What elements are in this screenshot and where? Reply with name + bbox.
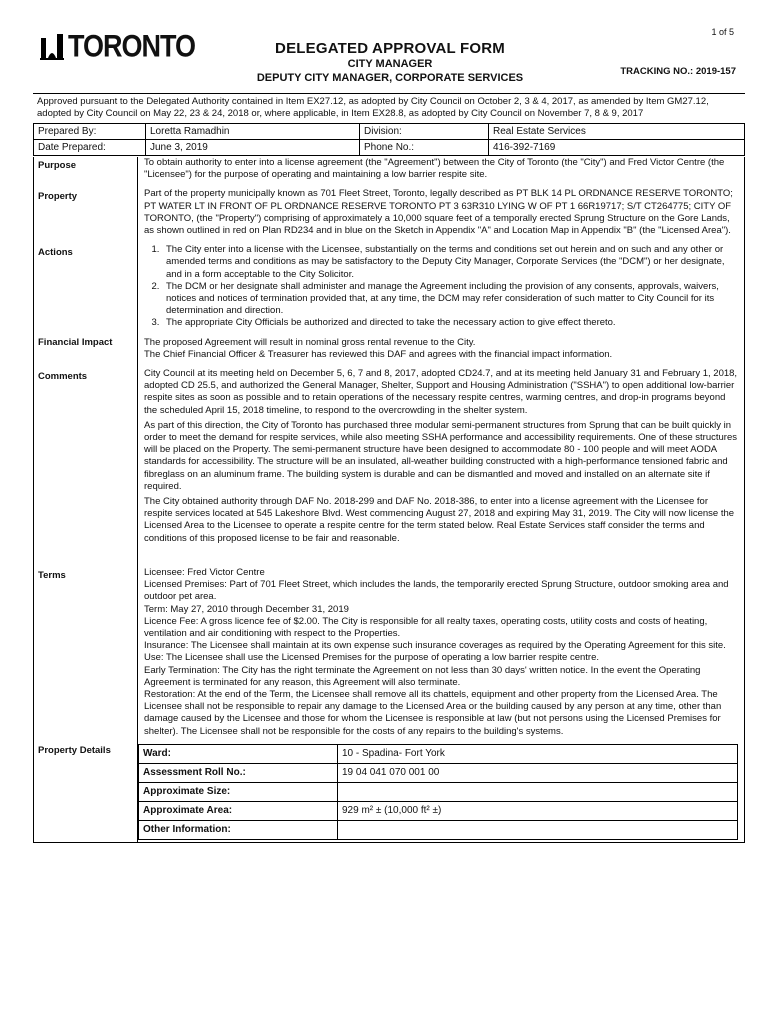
tracking-number: TRACKING NO.: 2019-157 (620, 66, 736, 77)
comments-paragraph: The City obtained authority through DAF No. 2018-299 and DAF No. 2018-386, to enter into a license agreement with the Licensee for respite services located at 545 Lakeshore Blvd. West commencing August 27, 2018 and expiring May 31, 2019. The City will now license the Licensed Area to the Licensee to operate a respite centre for the term stated below. Real Estate Services staff consider the terms and conditions of this proposed license to be fair and reasonable. (144, 496, 735, 544)
division-value: Real Estate Services (489, 124, 745, 140)
purpose-row (33, 157, 745, 188)
size-label: Approximate Size: (139, 782, 338, 801)
date-value: June 3, 2019 (146, 140, 360, 156)
date-label: Date Prepared: (34, 140, 146, 156)
subtitle-deputy: DEPUTY CITY MANAGER, CORPORATE SERVICES (256, 72, 524, 84)
page-number: 1 of 5 (711, 27, 734, 37)
property-label: Property (38, 191, 78, 203)
property-row (33, 188, 745, 244)
financial-row (33, 334, 745, 368)
comments-row (33, 368, 745, 552)
form-title: DELEGATED APPROVAL FORM (275, 40, 505, 57)
terms-line: Licence Fee: A gross licence fee of $2.00. The City is responsible for all realty taxes, operating costs, utility costs and costs of heating, ventilation and air conditioning with respect to the Properties. (144, 615, 708, 639)
other-info-label: Other Information: (139, 820, 338, 839)
financial-text-1: The proposed Agreement will result in nominal gross rental revenue to the City. (144, 336, 476, 348)
logo-text: TORONTO (68, 28, 196, 64)
info-table (33, 123, 745, 156)
financial-label: Financial Impact (38, 336, 113, 348)
area-value: 929 m² ± (10,000 ft² ±) (338, 801, 738, 820)
ward-label: Ward: (139, 744, 338, 763)
terms-line: Use: The Licensee shall use the Licensed Premises for the purpose of operating a low barrier respite centre. (144, 652, 600, 664)
area-label: Approximate Area: (139, 801, 338, 820)
terms-row (33, 552, 745, 742)
details-label: Property Details (38, 744, 111, 756)
terms-line: Licensee: Fred Victor Centre (144, 566, 265, 578)
purpose-text: To obtain authority to enter into a license agreement (the "Agreement") between the City of Toronto (the "City") and Fred Victor Centre (the "Licensee") for the purpose of operating and maintaining a low barrier respite site. (144, 157, 725, 181)
action-item: 3. The appropriate City Officials be authorized and directed to take the necessary action to give effect thereto. (162, 317, 738, 329)
ward-value: 10 - Spadina- Fort York (338, 744, 738, 763)
prepared-by-value: Loretta Ramadhin (146, 124, 360, 140)
financial-text-2: The Chief Financial Officer & Treasurer has reviewed this DAF and agrees with the financial impact information. (144, 348, 613, 360)
prepared-by-label: Prepared By: (34, 124, 146, 140)
details-row (33, 742, 745, 843)
purpose-label: Purpose (38, 160, 77, 171)
terms-line: Restoration: At the end of the Term, the Licensee shall remove all its chattels, equipment and other property from the Licensed Area. The Licensee shall not be responsible to repair any damage to the Licensed Area or the building caused by any person at any time, other than damage caused by the Licensee and those for whom the Licensee is responsible at law (but not persons using the Licensed Premises for shelter). The Licensee shall not be responsible for the costs of any repairs to the building's systems. (144, 688, 722, 737)
form-body (33, 157, 745, 843)
authority-text: Approved pursuant to the Delegated Authority contained in Item EX27.12, as adopted by City Council on October 2, 3 & 4, 2017, as amended by Item GM27.12, adopted by City Council on May 22, 23 & 24, 2018 or, where applicable, in Item EX28.8, as adopted by City Council on November 7, 8 & 9, 2017 (37, 96, 709, 119)
form-header (200, 40, 580, 85)
other-info-value (338, 820, 738, 839)
property-details-table (138, 744, 738, 840)
comments-paragraph: As part of this direction, the City of Toronto has purchased three modular semi-permanent structures from Sprung that can be built quickly in order to meet the demand for respite services, while also meeting SSHA performance and accessibility requirements. One of these structures will be placed on the Property. The semi-permanent structure have been designed to accommodate 80 - 100 people and will meet AODA standards for accessibility. The structure will be an insulated, all-weather building constructed with a high-performance tensioned fabric and fibreglass on an aluminum frame. The building system is durable and can be dismantled and moved and installed on an alternate site if required. (144, 419, 737, 492)
terms-line: Licensed Premises: Part of 701 Fleet Street, which includes the lands, the temporarily erected Sprung Structure, outdoor smoking area and outdoor pet area. (144, 579, 729, 603)
division-label: Division: (360, 124, 489, 140)
size-value (338, 782, 738, 801)
action-item: 1. The City enter into a license with the Licensee, substantially on the terms and conditions set out herein and on such and any other or amended terms and conditions as may be satisfactory to the Deputy City Manager, Corporate Services (the "DCM") or her designate, and in a form acceptable to the City Solicitor. (162, 244, 738, 281)
terms-line: Insurance: The Licensee shall maintain at its own expense such insurance coverages as required by the Operating Agreement for this site. (144, 640, 726, 652)
actions-list (144, 244, 738, 329)
comments-paragraph: City Council at its meeting held on December 5, 6, 7 and 8, 2017, adopted CD24.7, and at its meeting held January 31 and February 1, 2018, adopted CD 25.5, and authorized the General Manager, Shelter, Support and Housing Administration ("SSHA") to open additional low-barrier respite sites as soon as possible and to retain operations of the necessary respite centres, warming centres, and drop-in programs beyond the scheduled April 15, 2018 timeline, to respond to the overcrowding in the shelter system. (144, 368, 738, 416)
city-hall-icon (40, 32, 64, 60)
subtitle-city-manager: CITY MANAGER (347, 58, 433, 70)
phone-value: 416-392-7169 (489, 140, 745, 156)
terms-label: Terms (38, 569, 66, 581)
header-rule (33, 93, 745, 94)
actions-label: Actions (38, 247, 73, 259)
terms-line: Term: May 27, 2010 through December 31, 2019 (144, 603, 349, 615)
terms-line: Early Termination: The City has the right terminate the Agreement on not less than 30 days' written notice. In the event the Operating Agreement is terminated for any reason, this Agreement will also terminate. (144, 664, 701, 688)
property-text: Part of the property municipally known as 701 Fleet Street, Toronto, legally described as PT BLK 14 PL ORDNANCE RESERVE TORONTO; PT WATER LT IN FRONT OF PL ORDNANCE RESERVE TORONTO PT 3 63R310 LYING W OF PT 1 66R19717; S/T CT264775; CITY OF TORONTO, (the "Property") comprising of approximately a 10,000 square feet of a temporally erected Sprung Structure on the Gore Lands, as shown outlined in red on Plan RD234 and in blue on the Sketch in Appendix "A" and Location Map in Appendix "B" (the "Licensed Area"). (144, 188, 733, 237)
roll-value: 19 04 041 070 001 00 (338, 763, 738, 782)
action-item: 2. The DCM or her designate shall administer and manage the Agreement including the provision of any consents, approvals, waivers, notices and notices of termination provided that, at any time, the DCM may refer consideration of such matter to City Council for its determination and direction. (162, 281, 738, 318)
actions-row (33, 244, 745, 333)
toronto-logo (40, 28, 196, 64)
phone-label: Phone No.: (360, 140, 489, 156)
roll-label: Assessment Roll No.: (139, 763, 338, 782)
comments-label: Comments (38, 371, 88, 383)
